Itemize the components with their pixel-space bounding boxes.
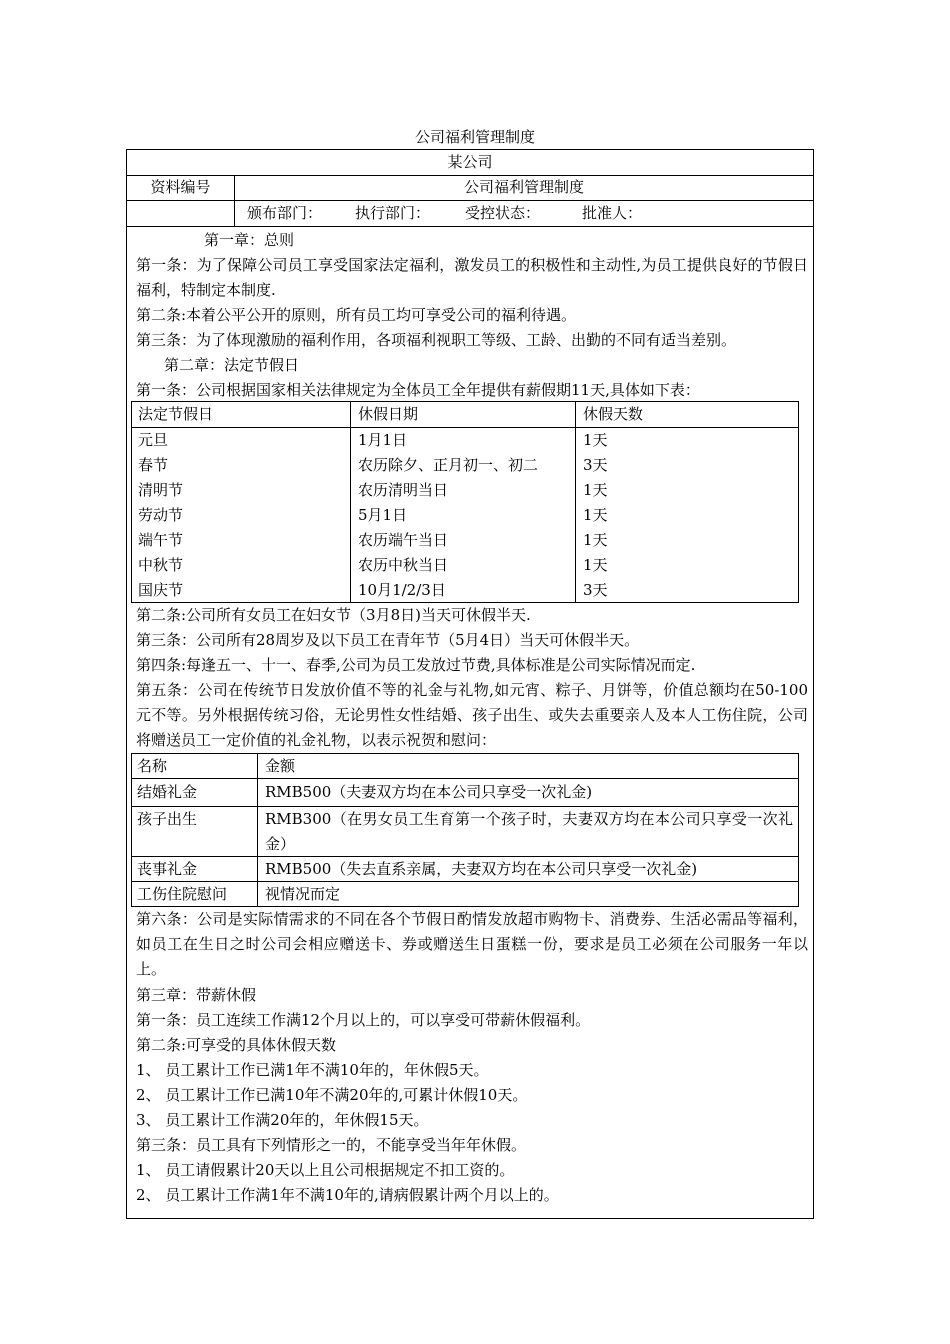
ch2-article-4: 第四条:每逢五一、十一、春季,公司为员工发放过节费,具体标准是公司实际情况而定. bbox=[136, 656, 696, 674]
ch3-list-item: 2、 员工累计工作已满10年不满20年的,可累计休假10天。 bbox=[136, 1086, 528, 1104]
gift-name-cell: 结婚礼金 bbox=[137, 783, 198, 801]
chapter-2-title: 第二章：法定节假日 bbox=[164, 356, 300, 374]
holiday-days-cell: 1天 bbox=[583, 531, 608, 549]
ch3-list-item: 1、 员工请假累计20天以上且公司根据规定不扣工资的。 bbox=[136, 1161, 515, 1179]
gift-name-cell: 孩子出生 bbox=[137, 810, 198, 828]
holiday-name-cell: 端午节 bbox=[138, 531, 184, 549]
reference-value: 公司福利管理制度 bbox=[463, 178, 584, 196]
table-divider bbox=[575, 402, 576, 602]
reference-label: 资料编号 bbox=[150, 178, 211, 196]
ch2-article-2: 第二条:公司所有女员工在妇女节（3月8日)当天可休假半天. bbox=[136, 606, 531, 624]
holiday-name-cell: 中秋节 bbox=[138, 556, 184, 574]
holiday-days-cell: 1天 bbox=[583, 556, 608, 574]
holiday-date-cell: 1月1日 bbox=[358, 431, 408, 449]
gift-header-name: 名称 bbox=[137, 757, 168, 775]
ch3-list-item: 1、 员工累计工作已满1年不满10年的，年休假5天。 bbox=[136, 1061, 489, 1079]
control-status: 受控状态： bbox=[465, 204, 541, 222]
holiday-days-cell: 3天 bbox=[583, 581, 608, 599]
gift-amount-cell: RMB300（在男女员工生育第一个孩子时，夫妻双方均在本公司只享受一次礼金） bbox=[265, 810, 793, 853]
holiday-days-cell: 1天 bbox=[583, 506, 608, 524]
document-title: 公司福利管理制度 bbox=[414, 128, 535, 146]
ch3-article-1: 第一条：员工连续工作满12个月以上的，可以享受可带薪休假福利。 bbox=[136, 1011, 591, 1029]
table-divider bbox=[132, 778, 798, 779]
holiday-name-cell: 国庆节 bbox=[138, 581, 184, 599]
table-divider bbox=[132, 427, 798, 428]
chapter-1-title: 第一章：总则 bbox=[204, 231, 295, 249]
gift-money-table bbox=[131, 753, 799, 907]
ch3-article-2: 第二条:可享受的具体休假天数 bbox=[136, 1036, 337, 1054]
gift-amount-cell: RMB500（夫妻双方均在本公司只享受一次礼金) bbox=[265, 783, 593, 801]
ch2-article-1: 第一条：公司根据国家相关法律规定为全体员工全年提供有薪假期11天,具体如下表： bbox=[136, 381, 700, 399]
gift-header-amount: 金额 bbox=[265, 757, 296, 775]
ch1-article-3: 第三条：为了体现激励的福利作用，各项福利视职工等级、工龄、出勤的不同有适当差别。 bbox=[136, 331, 737, 349]
holiday-date-cell: 5月1日 bbox=[358, 506, 408, 524]
holiday-date-cell: 农历中秋当日 bbox=[358, 556, 449, 574]
table-divider bbox=[257, 754, 258, 906]
holiday-date-cell: 10月1/2/3日 bbox=[358, 581, 446, 599]
holiday-table bbox=[131, 401, 799, 603]
holiday-name-cell: 春节 bbox=[138, 456, 169, 474]
holiday-header-date: 休假日期 bbox=[358, 405, 419, 423]
holiday-date-cell: 农历清明当日 bbox=[358, 481, 449, 499]
holiday-date-cell: 农历除夕、正月初一、初二 bbox=[358, 456, 539, 474]
holiday-days-cell: 3天 bbox=[583, 456, 608, 474]
policy-form bbox=[126, 149, 814, 1219]
holiday-header-days: 休假天数 bbox=[583, 405, 644, 423]
company-name: 某公司 bbox=[447, 153, 493, 171]
executing-department: 执行部门： bbox=[355, 204, 431, 222]
issue-department: 颁布部门： bbox=[247, 204, 323, 222]
holiday-name-cell: 元旦 bbox=[138, 431, 169, 449]
ch3-article-3: 第三条：员工具有下列情形之一的，不能享受当年年休假。 bbox=[136, 1136, 527, 1154]
approver: 批准人： bbox=[582, 204, 643, 222]
ch1-article-1: 第一条：为了保障公司员工享受国家法定福利，激发员工的积极性和主动性,为员工提供良好的节假日福利，特制定本制度. bbox=[136, 256, 808, 299]
holiday-date-cell: 农历端午当日 bbox=[358, 531, 449, 549]
ch3-list-item: 2、 员工累计工作满1年不满10年的,请病假累计两个月以上的。 bbox=[136, 1186, 559, 1204]
ch1-article-2: 第二条:本着公平公开的原则，所有员工均可享受公司的福利待遇。 bbox=[136, 306, 577, 324]
holiday-header-name: 法定节假日 bbox=[138, 405, 214, 423]
gift-name-cell: 工伤住院慰问 bbox=[137, 885, 228, 903]
ch2-article-6: 第六条：公司是实际情需求的不同在各个节假日酌情发放超市购物卡、消费券、生活必需品等福利，如员工在生日之时公司会相应赠送卡、券或赠送生日蛋糕一份，要求是员工必须在公司服务一年以上。 bbox=[136, 910, 808, 978]
table-divider bbox=[350, 402, 351, 602]
ch2-article-5: 第五条：公司在传统节日发放价值不等的礼金与礼物,如元宵、粽子、月饼等，价值总额均在50-100元不等。另外根据传统习俗，无论男性女性结婚、孩子出生、或失去重要亲人及本人工伤住院，公司将赠送员工一定价值的礼金礼物，以表示祝贺和慰问： bbox=[136, 681, 808, 749]
gift-amount-cell: RMB500（失去直系亲属，夫妻双方均在本公司只享受一次礼金) bbox=[265, 860, 698, 878]
gift-amount-cell: 视情况而定 bbox=[265, 885, 341, 903]
holiday-days-cell: 1天 bbox=[583, 481, 608, 499]
gift-name-cell: 丧事礼金 bbox=[137, 860, 198, 878]
holiday-days-cell: 1天 bbox=[583, 431, 608, 449]
holiday-name-cell: 清明节 bbox=[138, 481, 184, 499]
ch3-list-item: 3、 员工累计工作满20年的，年休假15天。 bbox=[136, 1111, 429, 1129]
ch2-article-3: 第三条：公司所有28周岁及以下员工在青年节（5月4日）当天可休假半天。 bbox=[136, 631, 640, 649]
holiday-name-cell: 劳动节 bbox=[138, 506, 184, 524]
chapter-3-title: 第三章：带薪休假 bbox=[136, 986, 257, 1004]
divider bbox=[127, 226, 813, 227]
